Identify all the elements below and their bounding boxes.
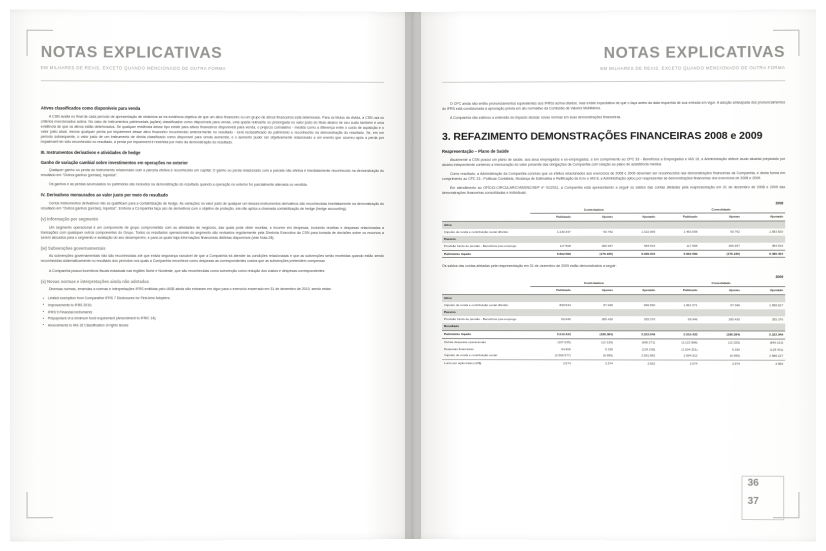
group-header-controladora: Controladora <box>531 280 657 287</box>
section-3-heading: REFAZIMENTO DEMONSTRAÇÕES FINANCEIRAS 2008 e 2009 <box>453 130 763 144</box>
cell: 1.322.909 <box>641 229 656 234</box>
left-text-column <box>41 100 384 330</box>
cell: 69.946 <box>561 317 571 322</box>
cell: 3.574 <box>531 360 573 367</box>
cell: (129.411) <box>769 347 784 352</box>
list-item: • Improvements to IFRS 2010; <box>48 303 384 308</box>
cell: 117.568 <box>559 243 571 248</box>
col-header: Ajustes <box>700 213 742 221</box>
cell: 6.662.589 <box>531 250 573 258</box>
heading-ativos-venda: Ativos classificados como disponíveis para venda <box>40 105 141 111</box>
row-label: Patrimônio líquido <box>442 330 531 338</box>
table-2008-year: 2008 <box>775 200 784 205</box>
para-intro-1: O CPC ainda não emitiu pronunciamentos equivalentes aos IFRSs acima citados, mas existe expectativa de que o faça antes da data requerida de sua entrada em vigor. A adoção antecipada dos pronunciamentos do IFRS está condicionada à aprovação prévia em ato normativo da Comissão de Valores Mobiliários. <box>442 100 786 111</box>
col-header: Ajustado <box>615 287 657 295</box>
para-x-1: Diversas normas, emendas a normas e interpretações IFRS emitidas pelo IASB ainda não entraram em vigor para o exercício encerrado em 31 de dezembro de 2010, sendo estas: <box>48 287 332 292</box>
band-label: Resultado <box>442 323 785 331</box>
heading-iii-derivativos: III. Instrumentos derivativos e atividades de hedge <box>40 149 141 156</box>
row-label: Lucro por ação básico (R$) <box>442 360 531 367</box>
para-iv-1: Certos instrumentos derivativos não se qualificam para a contabilização de hedge. As variações no valor justo de qualquer um desses instrumentos derivativos são reconhecidas imediatamente na demonstração do resultado em "Outros ganhos (perdas), líquidos". Embora a Companhia faça uso de derivativos com o objetivo de proteção, ela não aplica a chamada contabilização de hedge (hedge accounting). <box>40 201 384 211</box>
para-intro-2: A Companhia não estimou a extensão do impacto dessas novas normas em suas demonstrações financeiras. <box>450 115 622 121</box>
table-2009-wrap <box>442 273 785 367</box>
cell: 3.574 <box>657 360 699 367</box>
cell: 285.430 <box>728 317 740 322</box>
block-iv-derivativos-vjr <box>41 193 384 212</box>
right-text-column <box>442 100 785 367</box>
para-note-2009: Os saldos das contas afetadas pela reapresentação em 31 de dezembro de 2009 estão demonstrados a seguir: <box>442 264 617 269</box>
cell: (176.185) <box>700 250 742 258</box>
cell: 97.046 <box>730 303 740 308</box>
group-header-controladora: Controladora <box>531 207 657 214</box>
row-label: Provisão fundo de pensão - Benefícios pós-emprego <box>444 317 517 322</box>
cell: 3.574 <box>700 360 742 367</box>
left-masthead-rule <box>41 80 384 83</box>
cell: 50.762 <box>603 229 613 234</box>
cell: (188.384) <box>700 331 742 339</box>
right-page <box>413 9 816 541</box>
cell: (188.384) <box>573 331 615 339</box>
para-sec3-1: Atualmente a CSN possui um plano de saúde, aos seus empregados e ex-empregados, e em cumprimento ao CPC 33 - Benefícios a Empregados e IAS 19, a Administração obteve laudo atuarial preparado por atuário independente contendo a mensuração do valor presente das obrigações da Companhia com relação ao plano de assistência médica. <box>442 156 786 167</box>
table-row-total-2008 <box>442 250 785 258</box>
group-header-consolidado: Consolidado <box>657 280 785 287</box>
para-w-1: As subvenções governamentais não são reconhecidas até que exista segurança razoável de que a Companhia irá atender às condições relacionadas e que as subvenções serão recebidas quando estão sendo reconhecidas sistematicamente no resultado dos períodos nos quais a Companhia reconhece como despesas as correspondentes custos que as subvenções pretendem compensar. <box>40 254 384 264</box>
cell: 5.510.433 <box>657 331 699 339</box>
table-row-lpa <box>442 360 785 368</box>
row-label: Imposto de renda e contribuição social <box>444 353 498 358</box>
left-masthead-subtitle: EM MILHARES DE REAIS, EXCETO QUANDO MENCIONADO DE OUTRA FORMA <box>40 65 226 72</box>
col-header: Ajustes <box>573 287 615 295</box>
cell: (600.271) <box>641 340 656 345</box>
block-v-segmento <box>41 216 384 240</box>
cell: 266.947 <box>728 243 740 248</box>
table-2008 <box>442 200 785 259</box>
section-3-title <box>442 130 785 143</box>
block-w-subvencoes <box>41 246 384 274</box>
cell: 97.046 <box>603 303 613 308</box>
cell: 899.544 <box>559 303 571 308</box>
row-label: Provisão fundo de pensão - Benefícios pós-emprego <box>444 243 517 248</box>
book-spread <box>14 12 812 539</box>
table-2009 <box>442 273 785 367</box>
para-ativos-venda-1: A CSN avalia no final de cada período de apresentação de relatórios se há evidência objetiva de que um ativo financeiro ou um grupo de ativos financeiros está deteriorado. Para os títulos da dívida, a CSN usa os critérios mencionados acima. No caso de instrumentos patrimoniais (ações) classificados como disponíveis para venda, uma queda relevante ou prolongada no valor justo do título abaixo de seu custo também é uma evidência de que os ativos estão deteriorados. Se qualquer evidência desse tipo existir para ativos financeiros disponíveis para venda, o prejuízo cumulativo - medido como a diferença entre o custo de aquisição e o valor justo atual, menos qualquer perda por impairment desse ativo financeiro reconhecido anteriormente no resultado - será reclassificado do patrimônio e reconhecido na demonstração do resultado. Se, em um período subsequente, o valor justo de um instrumento de dívida classificado como disponível para venda aumentar, e o aumento puder ser objetivamente relacionado a um evento que ocorreu após a perda por impairment ter sido reconhecido no resultado, a perda por impairment é revertida por meio da demonstração do resultado. <box>40 114 384 145</box>
cell: (176.185) <box>573 250 615 258</box>
row-label: Imposto de renda e contribuição social diferido <box>444 229 509 234</box>
cell: (6.695) <box>602 353 613 358</box>
cell: 69.946 <box>687 317 698 322</box>
crop-mark-bottom-left <box>27 492 53 518</box>
para-w-2: A Companhia possui incentivos fiscais estaduais nas regiões Norte e Nordeste, que são reconhecidas como subvenção como redução dos custos e despesas correspondentes. <box>48 268 326 273</box>
cell: (6.695) <box>729 353 740 359</box>
cell: (129.236) <box>641 346 656 352</box>
heading-iv-derivativos-vjr: IV. Derivativos mensurados ao valor justo por meio do resultado <box>40 192 168 198</box>
cell: 266.947 <box>601 243 613 248</box>
left-masthead-title: NOTAS EXPLICATIVAS <box>40 43 223 62</box>
cell: 6.486.404 <box>615 250 657 258</box>
cell: 50.762 <box>730 229 740 234</box>
right-masthead <box>600 44 785 71</box>
col-header: Publicado <box>657 213 699 221</box>
table-2008-wrap <box>442 200 785 259</box>
cell: 5.330 <box>605 346 613 351</box>
row-label: Outras despesas operacionais <box>444 339 486 344</box>
left-page <box>10 9 413 541</box>
list-novas-normas <box>41 296 384 328</box>
cell: 6.662.589 <box>657 250 699 258</box>
table-2009-year: 2009 <box>775 274 784 279</box>
row-label: Despesas financeiras <box>444 346 474 351</box>
band-label: Ativo <box>442 221 785 229</box>
right-masthead-title: NOTAS EXPLICATIVAS <box>603 43 786 62</box>
cell: 1.463.058 <box>683 229 698 234</box>
cell: 384.515 <box>771 243 784 248</box>
cell: (107.035) <box>557 340 571 345</box>
row-label: Patrimônio líquido <box>442 250 531 258</box>
cell: 2.588.217 <box>769 354 784 359</box>
list-item: • Amendments to IAS 32 Classification of rights issues <box>48 323 384 329</box>
para-v-1: Um segmento operacional é um componente de grupo comprometido com as atividades de negócios, das quais pode obter receitas, e incorrer em despesas, incluindo receitas e despesas relacionadas a transações com quaisquer outros componentes do Grupo. Todos os resultados operacionais do segmento são revisados regularmente pela Diretoria Executiva da CSN para tomada de decisões sobre os recursos a serem alocados para o segmento e avaliação do seu desempenho, e para os quais haja informações financeiras distintas disponíveis (vide Nota 28). <box>40 225 384 240</box>
cell: 5.322.049 <box>615 331 657 339</box>
cell: 3.562 <box>615 360 657 367</box>
cell: 1.861.571 <box>683 303 698 308</box>
cell: 1.583.820 <box>769 229 784 234</box>
band-label: Passivo <box>442 309 785 317</box>
cell: 285.430 <box>601 317 613 322</box>
cell: 117.568 <box>686 243 698 248</box>
col-header: Ajustes <box>700 287 742 295</box>
cell: 5.510.433 <box>531 331 573 339</box>
band-label: Passivo <box>442 235 785 243</box>
cell: (12.025) <box>728 340 740 345</box>
block-x-normas <box>41 279 384 329</box>
para-iii-2: Os ganhos e as perdas acumulados no patrimônio são incluídos na demonstração do resultado quando a operação no exterior for parcialmente alienada ou vendida. <box>48 182 308 188</box>
folio-left-page-number: 36 <box>747 477 759 489</box>
col-header: Ajustado <box>615 213 657 221</box>
list-item: • Prepayment of a minimum fund requirement (Amendment to IFRIC 14); <box>48 316 384 321</box>
row-label: Imposto de renda e contribuição social diferido <box>444 303 509 308</box>
cell: 996.590 <box>643 303 656 308</box>
cell: 355.376 <box>643 317 656 322</box>
heading-v-segmento: (v) Informação por segmento <box>40 216 99 222</box>
cell: 3.574 <box>573 360 615 367</box>
cell: 384.515 <box>643 243 656 248</box>
cell: 1.230.347 <box>556 229 571 234</box>
right-masthead-subtitle: EM MILHARES DE REAIS, EXCETO QUANDO MENCIONADO DE OUTRA FORMA <box>600 65 786 72</box>
para-iii-1: Qualquer ganho ou perda do instrumento relacionado com a parcela efetiva é reconhecido em capital. O ganho ou perda relacionado com a parcela não efetiva é imediatamente reconhecido na demonstração do resultado em "Outros ganhos (perdas), líquidos". <box>40 168 384 178</box>
heading-w-subvencoes: (w) Subvenções governamentais <box>40 245 106 251</box>
subheading-ganho-variacao-cambial: Ganho de variação cambial sobre investimentos em operações no exterior <box>40 159 188 165</box>
col-header: Ajustado <box>742 287 785 295</box>
subtitle-reapresentacao: Reapresentação – Plano de Saúde <box>442 148 509 155</box>
col-header: Ajustado <box>742 213 785 221</box>
heading-x-normas: (x) Novas normas e interpretações ainda não adotadas <box>40 278 149 284</box>
cell: (646.313) <box>769 340 784 345</box>
para-sec3-3: Em atendimento ao OFÍCIO-CIRCULAR/CVM/SNC/SEP nº 01/2011, a Companhia está apresentando a seguir os saldos das contas afetadas pela reapresentação em 31 de dezembro de 2008 e 2009 das demonstrações financeiras consolidadas e individuais. <box>442 185 786 196</box>
list-item: • IFRS 9 Financial instruments <box>48 310 384 315</box>
cell: 5.322.049 <box>742 331 785 339</box>
cell: (1.034.331) <box>681 347 698 352</box>
block-ativos-venda <box>41 105 384 146</box>
col-header: Publicado <box>531 213 573 221</box>
right-masthead-rule <box>442 80 785 83</box>
section-3-number: 3. <box>442 131 451 144</box>
cell: (3.122.988) <box>681 340 698 345</box>
table-row-band-ativo-2009 <box>442 294 785 302</box>
cell: (12.126) <box>601 340 613 345</box>
block-iii-derivativos <box>41 150 384 188</box>
cell: 5.330 <box>732 347 740 352</box>
cell: 3.550 <box>742 360 785 367</box>
col-header: Publicado <box>657 287 699 295</box>
folio-right-page-number: 37 <box>747 495 759 507</box>
cell: 94.906 <box>561 346 571 351</box>
cell: 2.594.912 <box>683 353 698 358</box>
cell: 1.958.617 <box>769 303 784 308</box>
list-item: • Limited exemption from Comparative IFRS 7 Disclosures for First-time Adopters; <box>48 296 384 301</box>
table-2009-col-headers <box>442 287 785 295</box>
cell: 2.561.882 <box>641 353 656 358</box>
band-label: Ativo <box>442 294 785 302</box>
para-sec3-2: Como resultado, a Administração da Companhia concluiu que os efeitos relacionados aos exercícios de 2008 e 2009 deveriam ser reconhecidos nas demonstrações financeiras da Companhia, e desta forma em cumprimento ao CPC 23 - Políticas Contábeis, Mudança de Estimativa e Retificação de Erro e IAS 8, a Administração optou por reapresentar as demonstrações financeiras dos exercícios de 2008 e 2009. <box>442 171 786 181</box>
col-header: Publicado <box>531 287 573 295</box>
group-header-consolidado: Consolidado <box>657 206 785 213</box>
cell: 6.486.404 <box>742 250 785 258</box>
cell: (2.569.577) <box>554 353 571 358</box>
left-masthead <box>41 44 226 71</box>
cell: 355.376 <box>771 317 784 322</box>
col-header: Ajustes <box>573 213 615 221</box>
